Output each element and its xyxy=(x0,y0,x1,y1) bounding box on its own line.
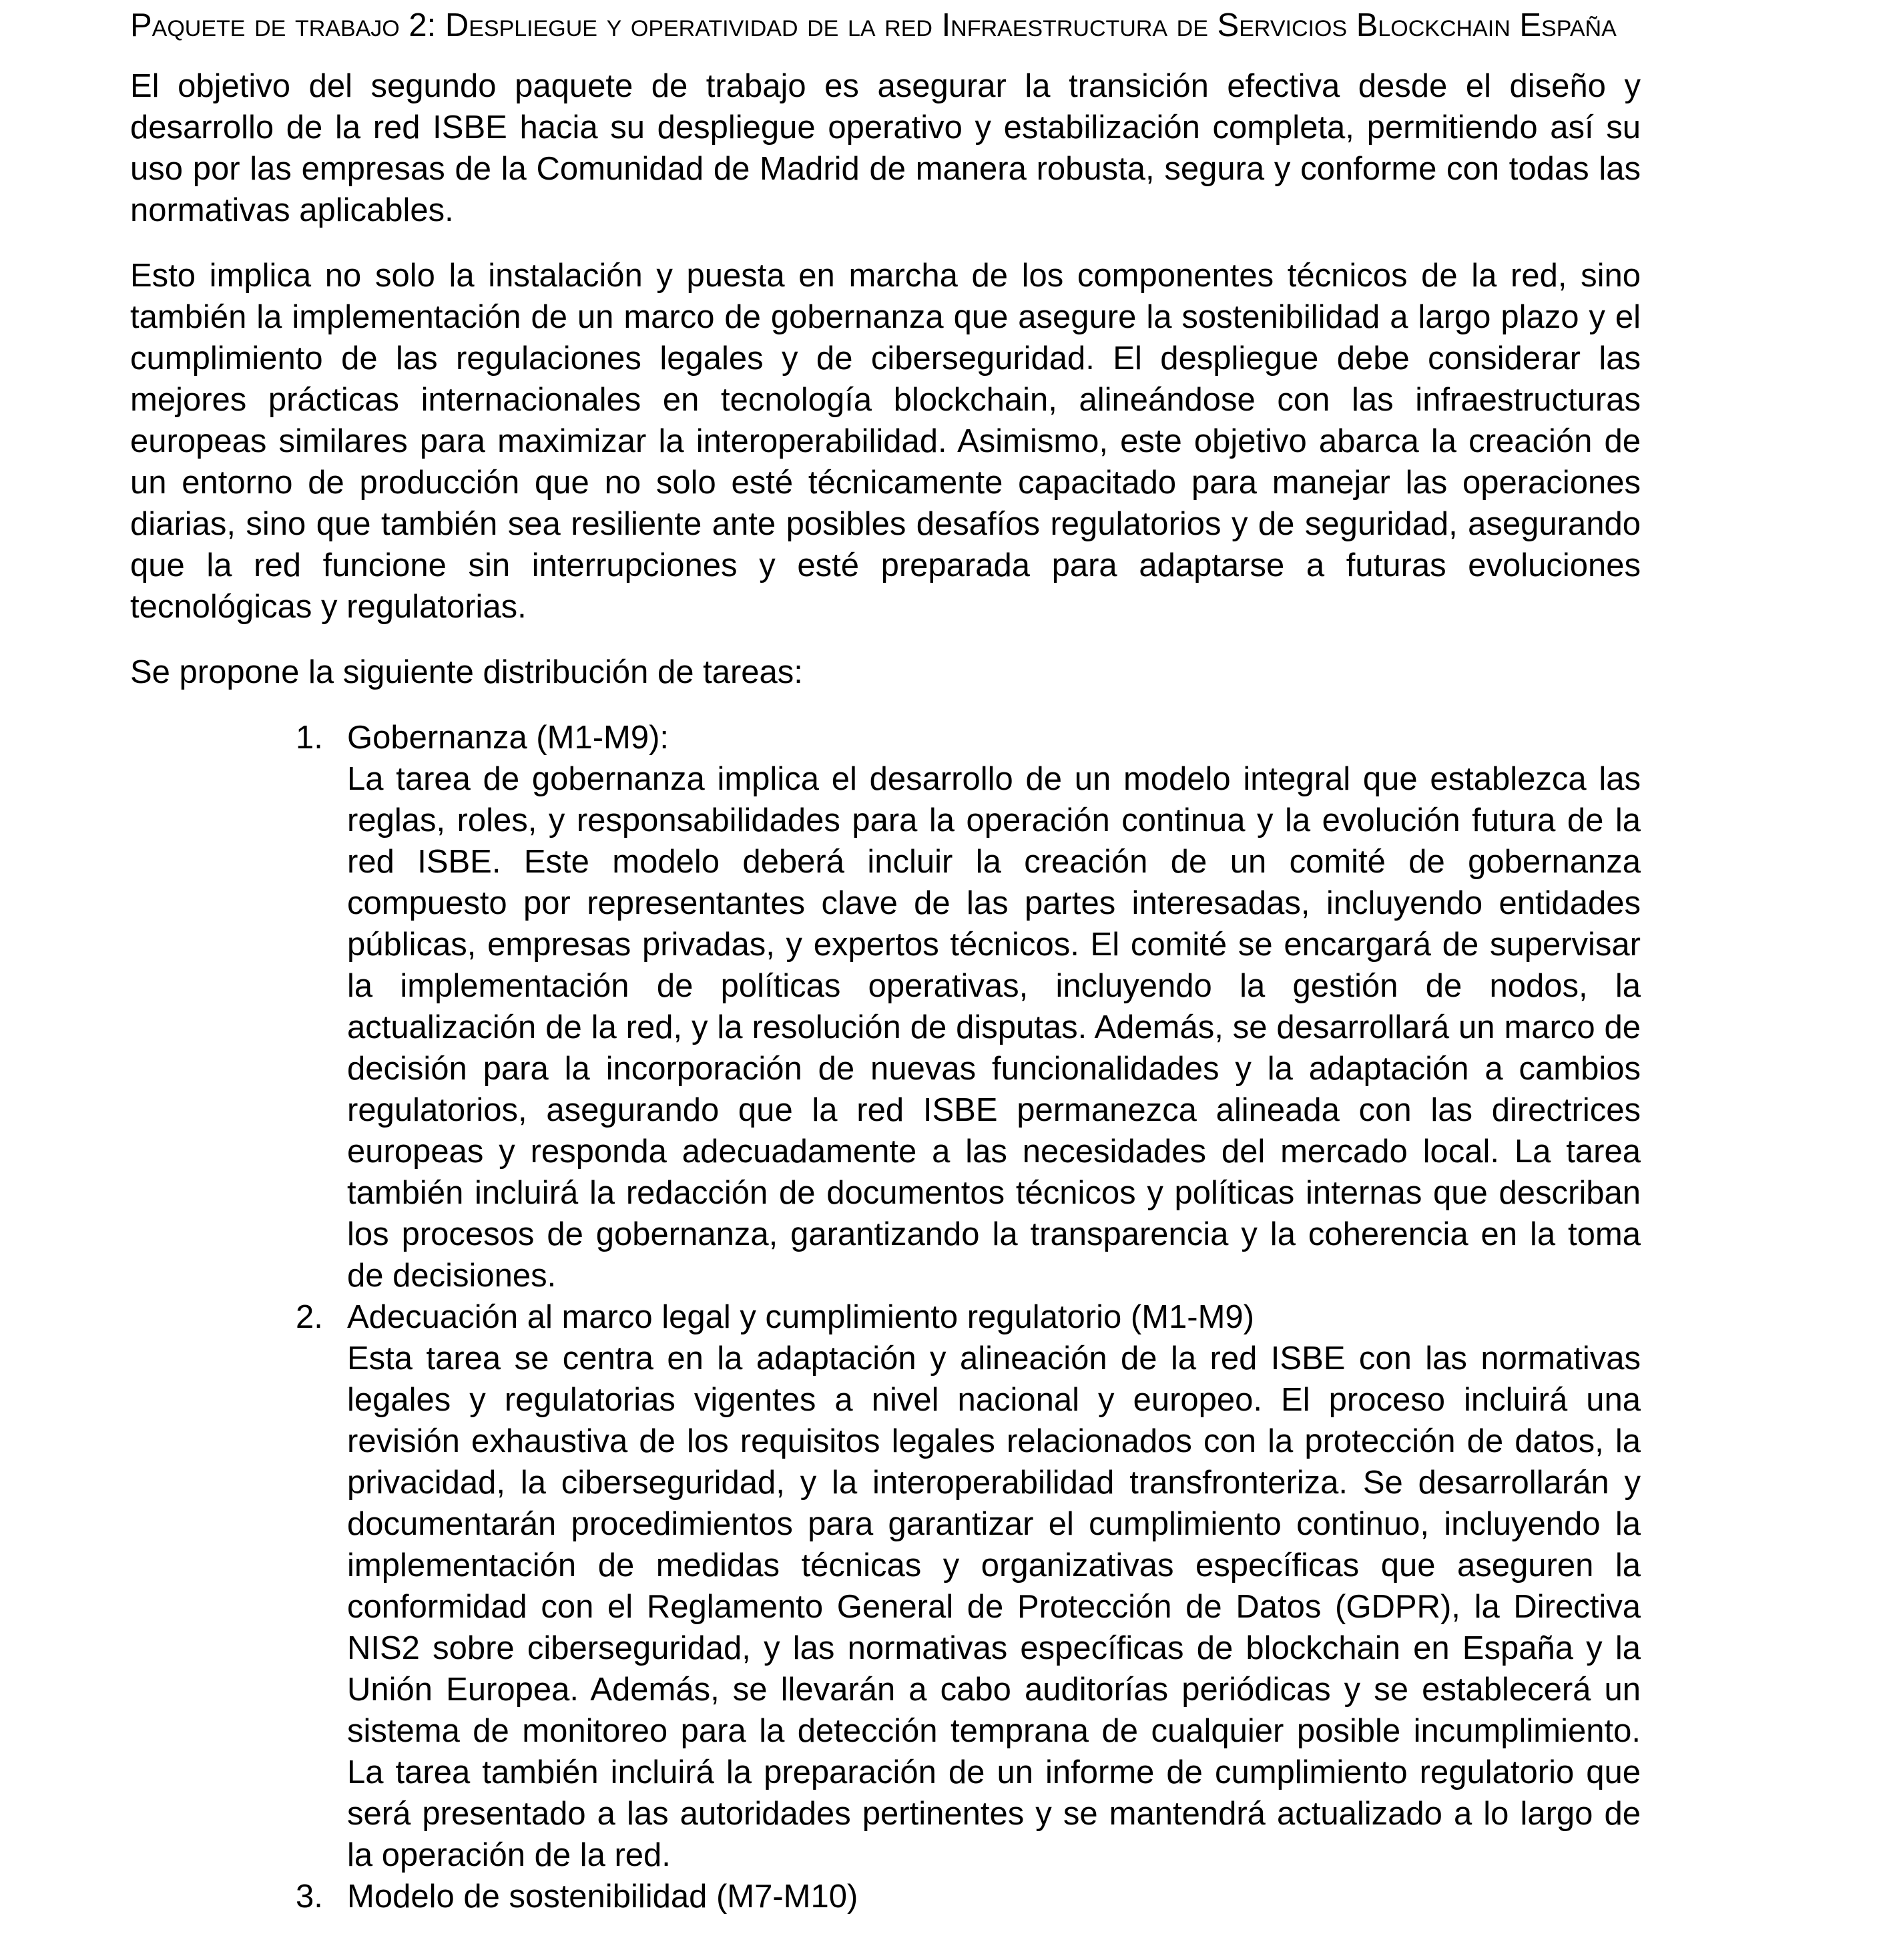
paragraph-objective: El objetivo del segundo paquete de trabajo es asegurar la transición efectiva desde el diseño y desarrollo de la red ISBE hacia su despliegue operativo y estabilización completa, permitiendo así su uso por las empresas de la Comunidad de Madrid de manera robusta, segura y conforme con todas las normativas aplicables. xyxy=(130,68,1641,228)
task-number: 2. xyxy=(296,1299,323,1335)
task-heading: Gobernanza (M1-M9): xyxy=(347,720,669,756)
page-title: Paquete de trabajo 2: Despliegue y operatividad de la red Infraestructura de Servicios Blockchain España xyxy=(130,7,1617,43)
document-content xyxy=(130,4,1641,1917)
task-body: Esta tarea se centra en la adaptación y alineación de la red ISBE con las normativas legales y regulatorias vigentes a nivel nacional y europeo. El proceso incluirá una revisión exhaustiva de los requisitos legales relacionados con la protección de datos, la privacidad, la ciberseguridad, y la interoperabilidad transfronteriza. Se desarrollarán y documentarán procedimientos para garantizar el cumplimiento continuo, incluyendo la implementación de medidas técnicas y organizativas específicas que aseguren la conformidad con el Reglamento General de Protección de Datos (GDPR), la Directiva NIS2 sobre ciberseguridad, y las normativas específicas de blockchain en España y la Unión Europea. Además, se llevarán a cabo auditorías periódicas y se establecerá un sistema de monitoreo para la detección temprana de cualquier posible incumplimiento. La tarea también incluirá la preparación de un informe de cumplimiento regulatorio que será presentado a las autoridades pertinentes y se mantendrá actualizado a lo largo de la operación de la red. xyxy=(347,1340,1641,1873)
task-body: La tarea de gobernanza implica el desarrollo de un modelo integral que establezca las reglas, roles, y responsabilidades para la operación continua y la evolución futura de la red ISBE. Este modelo deberá incluir la creación de un comité de gobernanza compuesto por representantes clave de las partes interesadas, incluyendo entidades públicas, empresas privadas, y expertos técnicos. El comité se encargará de supervisar la implementación de políticas operativas, incluyendo la gestión de nodos, la actualización de la red, y la resolución de disputas. Además, se desarrollará un marco de decisión para la incorporación de nuevas funcionalidades y la adaptación a cambios regulatorios, asegurando que la red ISBE permanezca alineada con las directrices europeas y responda adecuadamente a las necesidades del mercado local. La tarea también incluirá la redacción de documentos técnicos y políticas internas que describan los procesos de gobernanza, garantizando la transparencia y la coherencia en la toma de decisiones. xyxy=(347,761,1641,1294)
task-list xyxy=(130,717,1641,1917)
task-number: 1. xyxy=(296,720,323,756)
task-heading: Modelo de sostenibilidad (M7-M10) xyxy=(347,1879,858,1915)
paragraph-implications: Esto implica no solo la instalación y puesta en marcha de los componentes técnicos de la red, sino también la implementación de un marco de gobernanza que asegure la sostenibilidad a largo plazo y el cumplimiento de las regulaciones legales y de ciberseguridad. El despliegue debe considerar las mejores prácticas internacionales en tecnología blockchain, alineándose con las infraestructuras europeas similares para maximizar la interoperabilidad. Asimismo, este objetivo abarca la creación de un entorno de producción que no solo esté técnicamente capacitado para manejar las operaciones diarias, sino que también sea resiliente ante posibles desafíos regulatorios y de seguridad, asegurando que la red funcione sin interrupciones y esté preparada para adaptarse a futuras evoluciones tecnológicas y regulatorias. xyxy=(130,258,1641,625)
task-number: 3. xyxy=(296,1879,323,1915)
task-heading: Adecuación al marco legal y cumplimiento regulatorio (M1-M9) xyxy=(347,1299,1254,1335)
paragraph-task-intro: Se propone la siguiente distribución de tareas: xyxy=(130,654,803,690)
task-item-governance xyxy=(130,717,1641,1296)
task-item-legal-compliance xyxy=(130,1296,1641,1876)
task-item-sustainability xyxy=(130,1876,1641,1917)
